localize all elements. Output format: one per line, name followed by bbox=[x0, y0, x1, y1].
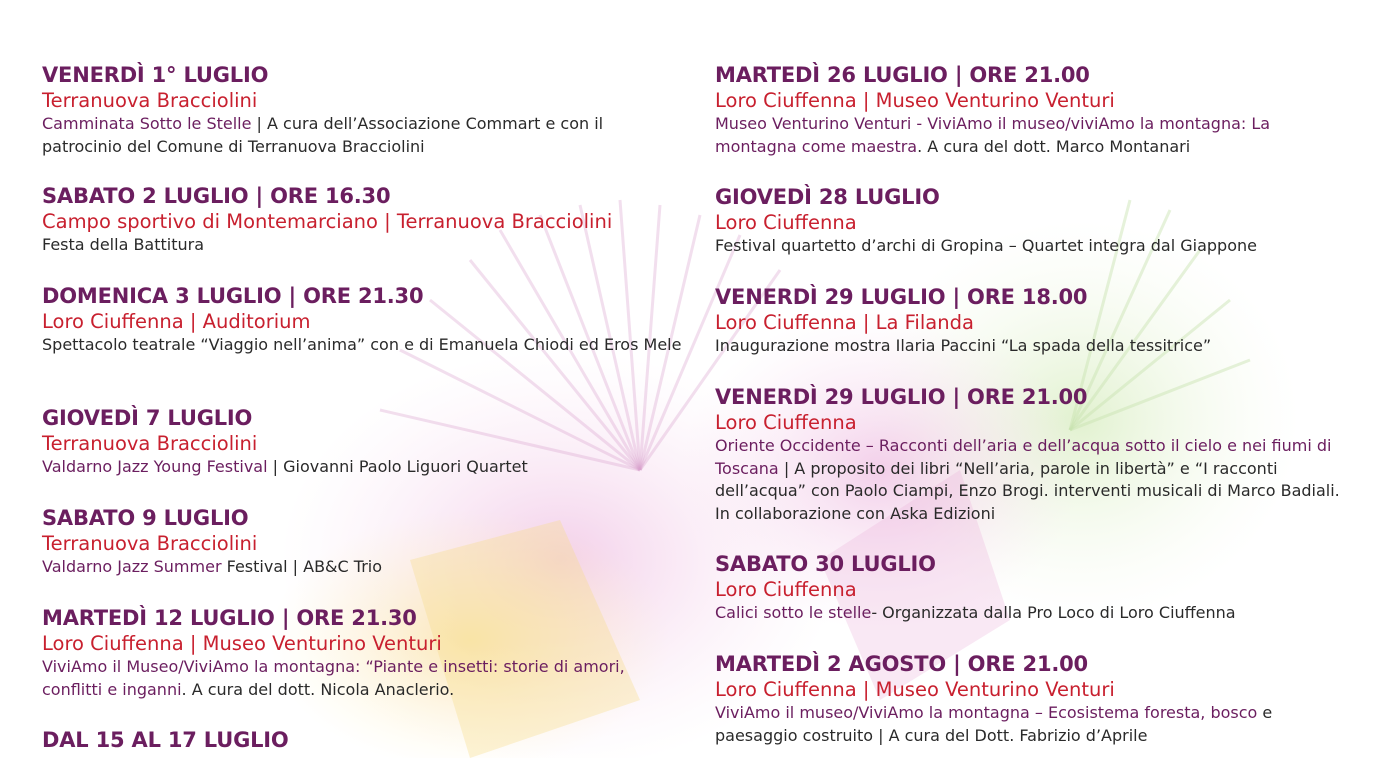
event-location: Loro Ciuffenna bbox=[715, 578, 857, 601]
event-location: Loro Ciuffenna | Auditorium bbox=[42, 310, 311, 333]
event-block bbox=[42, 283, 682, 405]
event-location: Loro Ciuffenna | Museo Venturino Venturi bbox=[715, 89, 1115, 112]
event-details: Inaugurazione mostra Ilaria Paccini “La spada della tessitrice” bbox=[715, 336, 1212, 355]
event-details: e paesaggio costruito | A cura del Dott. Fabrizio d’Aprile bbox=[715, 703, 1273, 745]
event-block bbox=[42, 183, 682, 283]
event-date: VENERDÌ 1° LUGLIO bbox=[42, 63, 269, 87]
event-block bbox=[715, 184, 1355, 284]
event-block bbox=[42, 727, 682, 753]
event-date: MARTEDÌ 2 AGOSTO | ORE 21.00 bbox=[715, 652, 1088, 676]
event-details: | Giovanni Paolo Liguori Quartet bbox=[267, 457, 528, 476]
event-date: VENERDÌ 29 LUGLIO | ORE 18.00 bbox=[715, 285, 1088, 309]
event-block bbox=[715, 284, 1355, 384]
event-date: MARTEDÌ 12 LUGLIO | ORE 21.30 bbox=[42, 606, 417, 630]
event-date: SABATO 2 LUGLIO | ORE 16.30 bbox=[42, 184, 391, 208]
event-date: DOMENICA 3 LUGLIO | ORE 21.30 bbox=[42, 284, 424, 308]
event-title: Museo Venturino Venturi - ViviAmo il museo/viviAmo la montagna: La montagna come maestra bbox=[715, 114, 1271, 156]
event-details: . A cura del dott. Nicola Anaclerio. bbox=[181, 679, 455, 699]
event-description bbox=[715, 113, 1355, 158]
event-description bbox=[715, 602, 1355, 625]
event-details: Spettacolo teatrale “Viaggio nell’anima” con e di Emanuela Chiodi ed Eros Mele bbox=[42, 335, 682, 354]
event-date: GIOVEDÌ 7 LUGLIO bbox=[42, 406, 253, 430]
event-description bbox=[715, 335, 1355, 358]
event-title: ViviAmo il museo/ViviAmo la montagna – Ecosistema foresta, bosco bbox=[715, 703, 1258, 722]
event-description bbox=[42, 234, 682, 257]
event-description bbox=[715, 235, 1355, 258]
event-details: Festa della Battitura bbox=[42, 235, 205, 254]
event-description bbox=[42, 456, 682, 479]
event-details: - Organizzata dalla Pro Loco di Loro Ciuffenna bbox=[871, 603, 1236, 622]
event-title: Valdarno Jazz Young Festival bbox=[42, 457, 268, 476]
event-title: Valdarno Jazz Summer bbox=[42, 557, 222, 576]
event-date: VENERDÌ 29 LUGLIO | ORE 21.00 bbox=[715, 385, 1088, 409]
event-date: DAL 15 AL 17 LUGLIO bbox=[42, 728, 289, 752]
event-block bbox=[42, 62, 682, 183]
event-details: | A cura dell’Associazione Commart e con il patrocinio del Comune di Terranuova Bracciolini bbox=[42, 114, 604, 156]
event-description bbox=[42, 334, 682, 357]
event-location: Loro Ciuffenna bbox=[715, 411, 857, 434]
event-date: SABATO 30 LUGLIO bbox=[715, 552, 936, 576]
event-block bbox=[42, 405, 682, 505]
event-title: Camminata Sotto le Stelle bbox=[42, 114, 252, 133]
event-title: Oriente Occidente – Racconti dell’aria e dell’acqua sotto il cielo e nei fiumi di Toscana bbox=[715, 436, 1332, 478]
event-description bbox=[715, 702, 1355, 747]
event-details: . A cura del dott. Marco Montanari bbox=[917, 136, 1191, 156]
schedule-column-left bbox=[42, 62, 682, 753]
event-location: Terranuova Bracciolini bbox=[42, 89, 258, 112]
event-details: Festival | AB&C Trio bbox=[221, 557, 383, 576]
event-description bbox=[42, 656, 682, 701]
event-description bbox=[715, 435, 1355, 525]
event-block bbox=[715, 384, 1355, 551]
event-description bbox=[42, 556, 682, 579]
event-location: Loro Ciuffenna | Museo Venturino Venturi bbox=[42, 632, 442, 655]
event-location: Loro Ciuffenna | Museo Venturino Venturi bbox=[715, 678, 1115, 701]
event-details: Festival quartetto d’archi di Gropina – Quartet integra dal Giappone bbox=[715, 236, 1257, 255]
event-date: SABATO 9 LUGLIO bbox=[42, 506, 249, 530]
schedule-column-right bbox=[715, 62, 1355, 747]
event-details: | A proposito dei libri “Nell’aria, parole in libertà” e “I racconti dell’acqua” con Paolo Ciampi, Enzo Brogi. interventi musicali di Marco Badiali. In collaborazione con Aska Edizioni bbox=[715, 458, 1340, 523]
event-location: Terranuova Bracciolini bbox=[42, 532, 258, 555]
event-title: ViviAmo il Museo/ViviAmo la montagna: “Piante e insetti: storie di amori, conflitti e inganni bbox=[42, 657, 625, 699]
event-location: Loro Ciuffenna | La Filanda bbox=[715, 311, 974, 334]
event-block bbox=[42, 605, 682, 727]
event-block bbox=[715, 651, 1355, 747]
event-date: GIOVEDÌ 28 LUGLIO bbox=[715, 185, 940, 209]
event-location: Loro Ciuffenna bbox=[715, 211, 857, 234]
event-block bbox=[42, 505, 682, 605]
event-description bbox=[42, 113, 682, 158]
event-location: Terranuova Bracciolini bbox=[42, 432, 258, 455]
event-date: MARTEDÌ 26 LUGLIO | ORE 21.00 bbox=[715, 63, 1090, 87]
event-title: Calici sotto le stelle bbox=[715, 603, 872, 622]
event-block bbox=[715, 62, 1355, 184]
event-location: Campo sportivo di Montemarciano | Terranuova Bracciolini bbox=[42, 210, 613, 233]
event-block bbox=[715, 551, 1355, 651]
